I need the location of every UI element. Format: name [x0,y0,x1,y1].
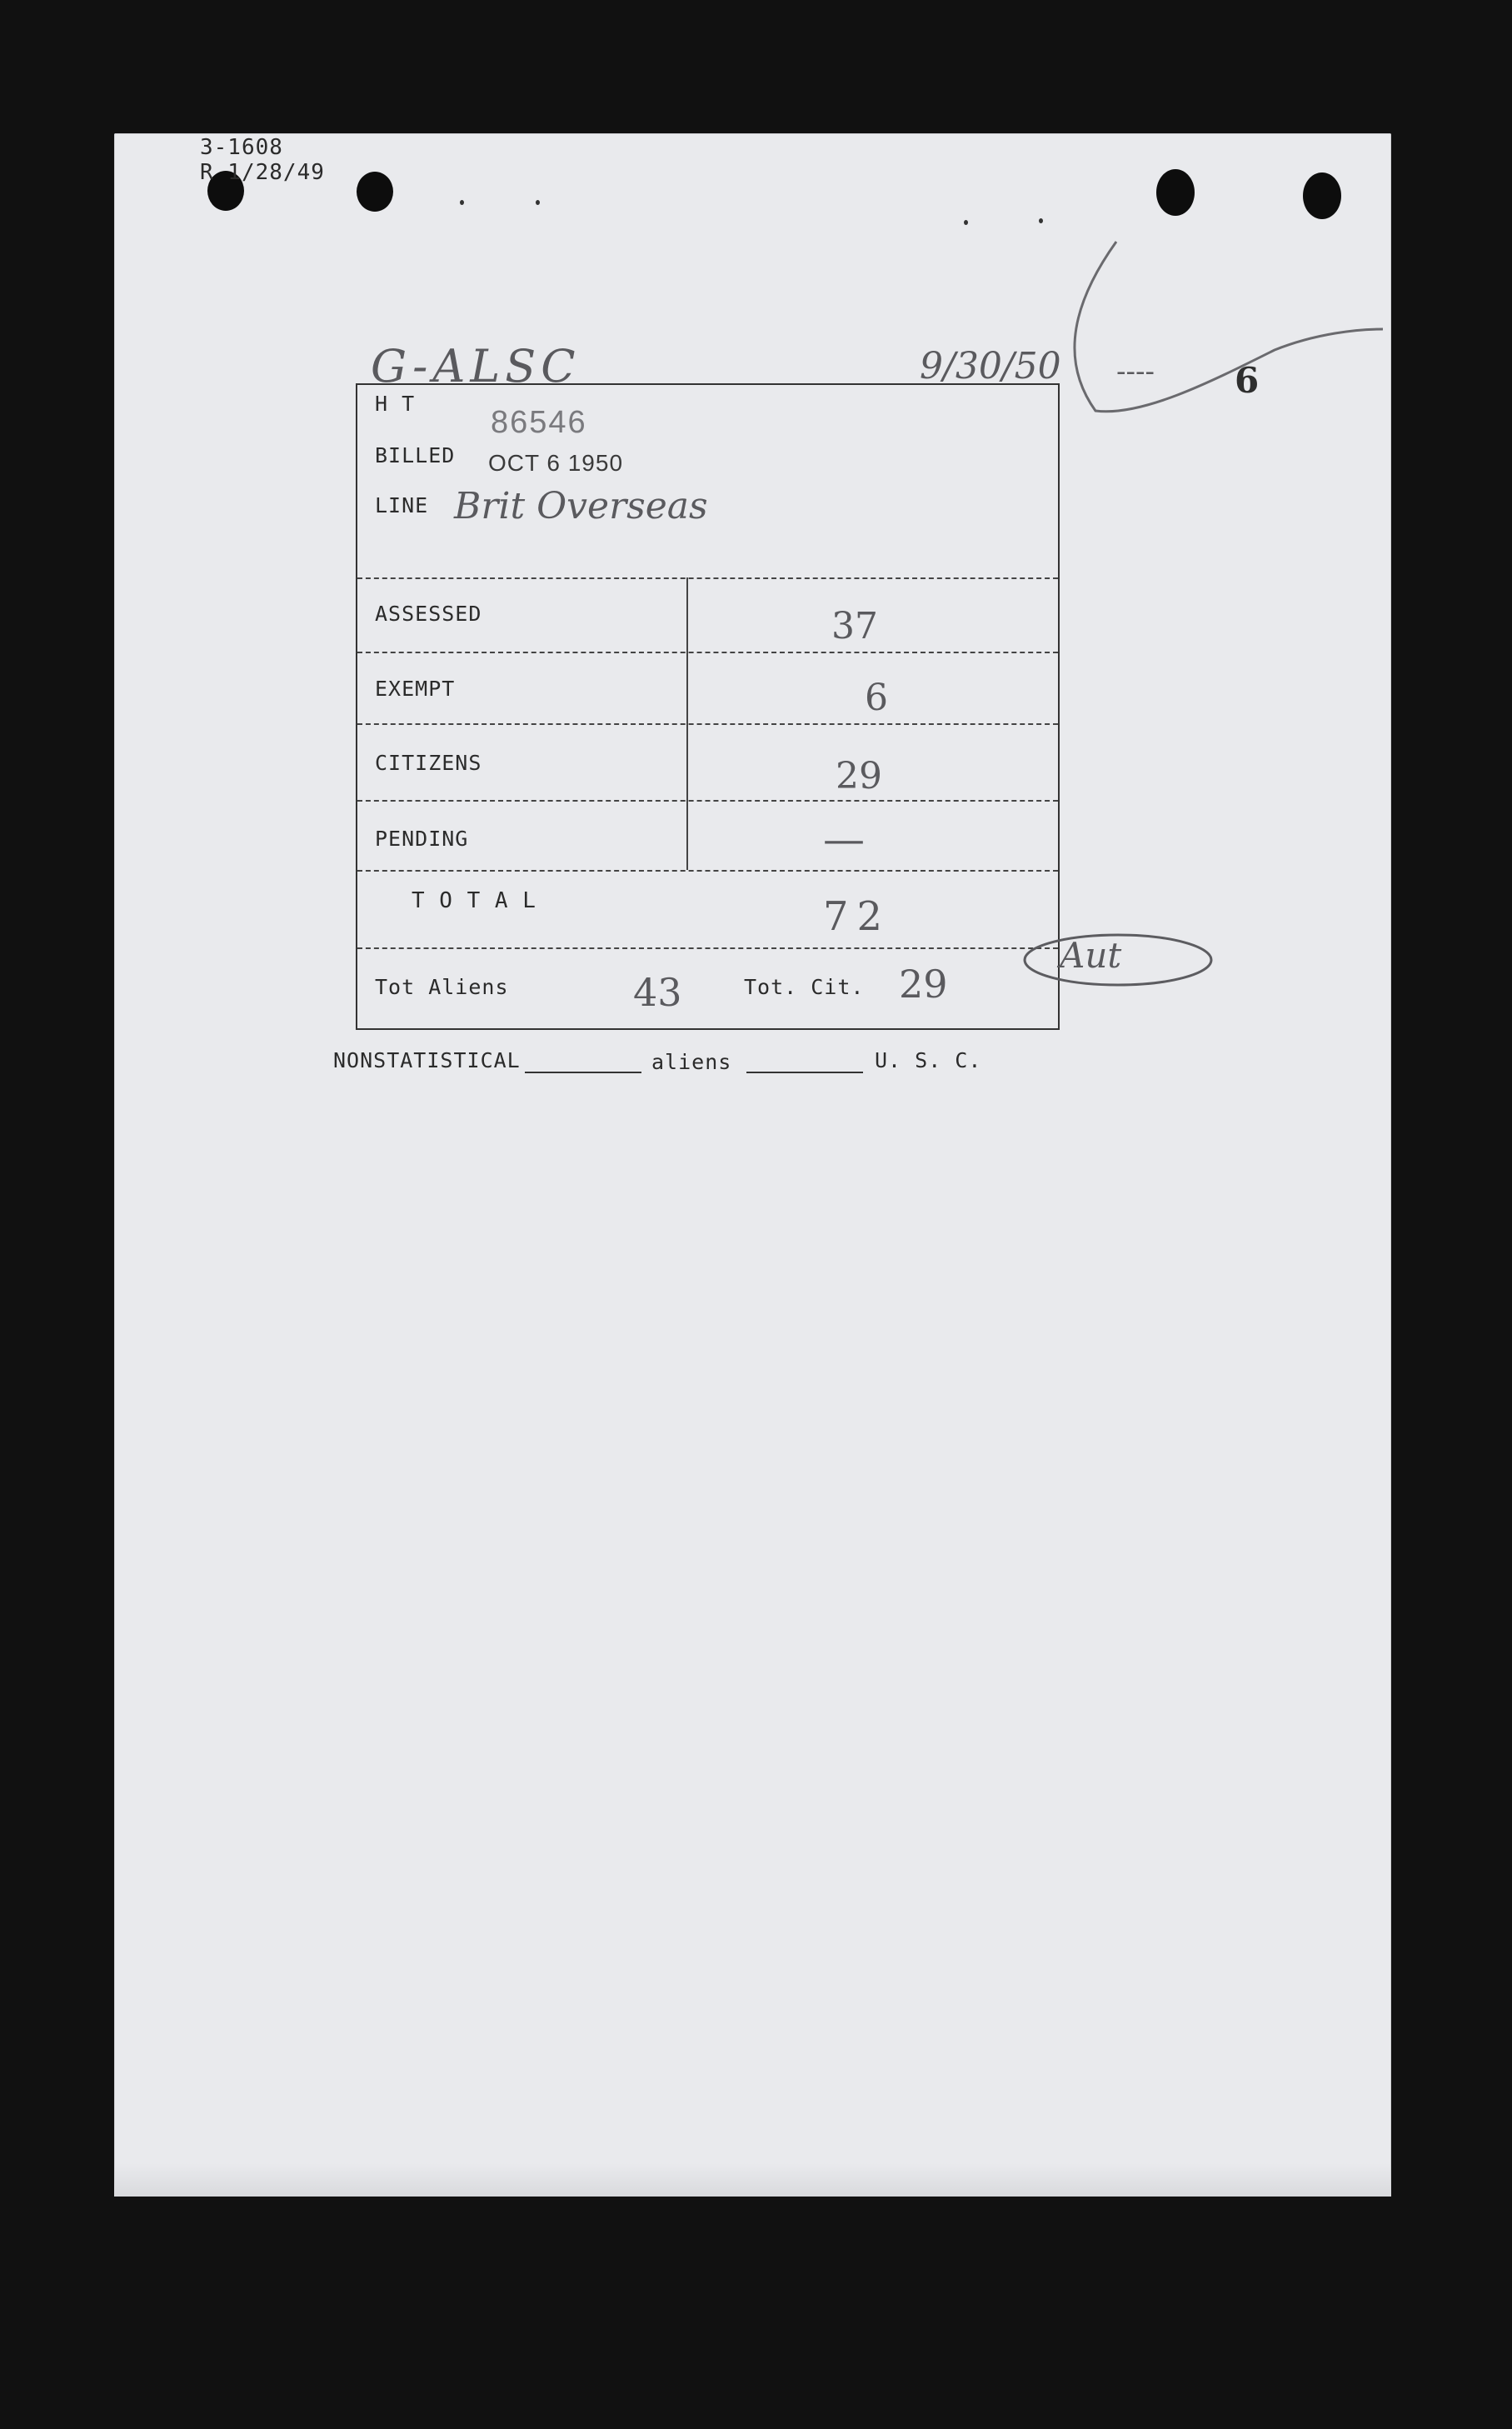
billed-date-stamp: OCT 6 1950 [488,450,624,476]
assessed-value: 37 [831,605,878,647]
row-divider [357,723,1058,725]
row-divider [357,577,1058,579]
form-revision: R 1/28/49 [200,160,325,185]
tot-cit-label: Tot. Cit. [744,975,865,999]
punch-hole [1303,172,1341,219]
row-divider [357,870,1058,872]
specks [1039,218,1043,223]
assessed-label: ASSESSED [375,602,482,626]
billed-label: BILLED [375,443,456,467]
tot-aliens-label: Tot Aliens [375,975,509,999]
punch-hole [357,172,393,212]
ht-label: H T [375,392,416,416]
row-divider [357,800,1058,802]
aliens-label: aliens [651,1050,732,1074]
citizens-value: 29 [836,755,882,797]
date-handwritten: 9/30/50 [920,345,1061,387]
exempt-label: EXEMPT [375,677,456,701]
pending-value: — [823,815,865,863]
tot-aliens-value: 43 [633,970,682,1015]
total-label: T O T A L [412,888,536,913]
ht-value: 86546 [491,405,587,440]
census-form-table [356,383,1060,1030]
nonstatistical-label: NONSTATISTICAL [333,1048,521,1072]
row-divider [357,652,1058,653]
usc-label: U. S. C. [875,1048,982,1072]
exempt-value: 6 [865,677,888,719]
page-edge-shadow [114,2163,1391,2197]
form-number: 3-1608 [200,135,283,160]
specks [460,200,464,205]
line-value-handwritten: Brit Overseas [454,485,708,527]
page-number: 6 [1235,360,1260,401]
pending-label: PENDING [375,827,469,851]
tot-cit-value: 29 [899,962,948,1007]
column-divider [686,577,688,870]
dash-mark: ---- [1116,355,1155,388]
line-label: LINE [375,493,429,517]
row-divider [357,947,1058,949]
aliens-blank [746,1072,863,1073]
initials: Aut [1060,935,1122,976]
pencil-swoosh-icon [1041,233,1391,433]
office-code-handwritten: G-ALSC [371,340,581,392]
punch-hole [1156,169,1195,216]
citizens-label: CITIZENS [375,751,482,775]
nonstatistical-blank [525,1072,641,1073]
specks [964,220,968,225]
specks [536,200,540,205]
total-value: 72 [823,893,891,940]
